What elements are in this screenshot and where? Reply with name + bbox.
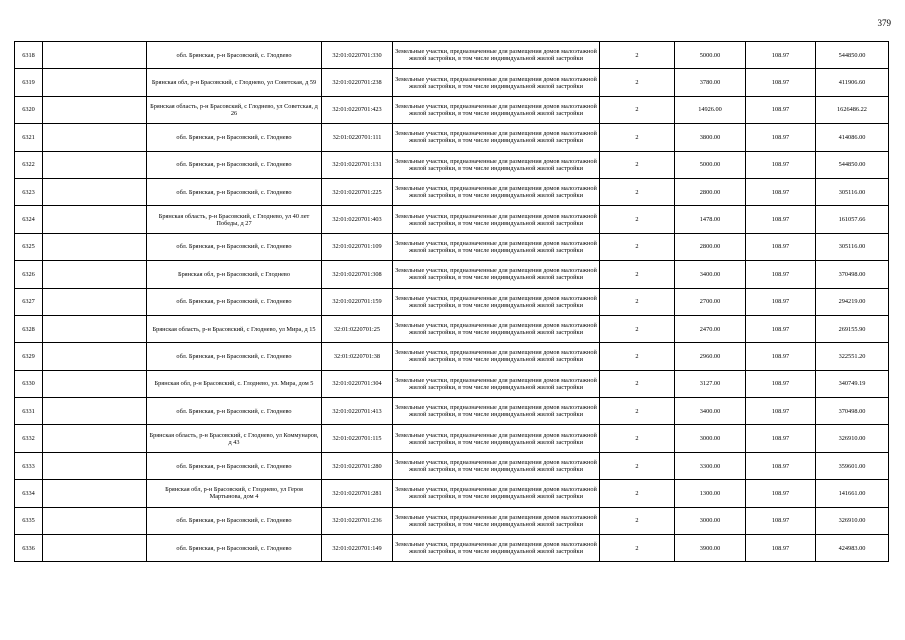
address-cell: обл. Брянская, р-н Брасовский, с. Глоднево: [147, 343, 322, 370]
cadastral-number-cell: 32:01:0220701:403: [322, 206, 393, 233]
land-use-cell: Земельные участки, предназначенные для размещения домов малоэтажной жилой застройки, в том числе индивидуальной жилой застройки: [393, 96, 600, 123]
cadastral-value-cell: 305116.00: [816, 178, 889, 205]
land-use-cell: Земельные участки, предназначенные для размещения домов малоэтажной жилой застройки, в том числе индивидуальной жилой застройки: [393, 206, 600, 233]
row-number-cell: 6333: [15, 452, 43, 479]
address-cell: Брянская область, р-н Брасовский, с Глоднево, ул Коммунаров, д 43: [147, 425, 322, 452]
specific-value-cell: 108.97: [746, 315, 816, 342]
land-use-cell: Земельные участки, предназначенные для размещения домов малоэтажной жилой застройки, в том числе индивидуальной жилой застройки: [393, 69, 600, 96]
land-use-cell: Земельные участки, предназначенные для размещения домов малоэтажной жилой застройки, в том числе индивидуальной жилой застройки: [393, 370, 600, 397]
table-row: [15, 69, 889, 96]
address-cell: обл. Брянская, р-н Брасовский, с. Глоднево: [147, 124, 322, 151]
row-number-cell: 6320: [15, 96, 43, 123]
specific-value-cell: 108.97: [746, 233, 816, 260]
cadastral-value-cell: 414086.00: [816, 124, 889, 151]
specific-value-cell: 108.97: [746, 452, 816, 479]
empty-cell: [43, 69, 147, 96]
area-cell: 1300.00: [675, 480, 746, 507]
category-code-cell: 2: [600, 233, 675, 260]
empty-cell: [43, 288, 147, 315]
area-cell: 3300.00: [675, 452, 746, 479]
empty-cell: [43, 42, 147, 69]
empty-cell: [43, 398, 147, 425]
area-cell: 3780.00: [675, 69, 746, 96]
cadastral-number-cell: 32:01:0220701:115: [322, 425, 393, 452]
table-row: [15, 507, 889, 534]
cadastral-number-cell: 32:01:0220701:131: [322, 151, 393, 178]
area-cell: 5000.00: [675, 151, 746, 178]
cadastral-value-cell: 141661.00: [816, 480, 889, 507]
table-row: [15, 206, 889, 233]
cadastral-value-cell: 305116.00: [816, 233, 889, 260]
table-row: [15, 398, 889, 425]
cadastral-value-cell: 294219.00: [816, 288, 889, 315]
cadastral-value-cell: 370498.00: [816, 261, 889, 288]
land-use-cell: Земельные участки, предназначенные для размещения домов малоэтажной жилой застройки, в том числе индивидуальной жилой застройки: [393, 233, 600, 260]
specific-value-cell: 108.97: [746, 343, 816, 370]
cadastral-value-cell: 544850.00: [816, 151, 889, 178]
category-code-cell: 2: [600, 507, 675, 534]
empty-cell: [43, 96, 147, 123]
cadastral-value-cell: 340749.19: [816, 370, 889, 397]
cadastral-number-cell: 32:01:0220701:111: [322, 124, 393, 151]
area-cell: 2800.00: [675, 178, 746, 205]
table-row: [15, 343, 889, 370]
table-row: [15, 288, 889, 315]
cadastral-number-cell: 32:01:0220701:304: [322, 370, 393, 397]
cadastral-number-cell: 32:01:0220701:423: [322, 96, 393, 123]
land-use-cell: Земельные участки, предназначенные для размещения домов малоэтажной жилой застройки, в том числе индивидуальной жилой застройки: [393, 178, 600, 205]
table-row: [15, 42, 889, 69]
row-number-cell: 6334: [15, 480, 43, 507]
empty-cell: [43, 507, 147, 534]
cadastral-number-cell: 32:01:0220701:38: [322, 343, 393, 370]
land-use-cell: Земельные участки, предназначенные для размещения домов малоэтажной жилой застройки, в том числе индивидуальной жилой застройки: [393, 535, 600, 562]
category-code-cell: 2: [600, 206, 675, 233]
category-code-cell: 2: [600, 96, 675, 123]
cadastral-number-cell: 32:01:0220701:280: [322, 452, 393, 479]
specific-value-cell: 108.97: [746, 124, 816, 151]
cadastral-number-cell: 32:01:0220701:281: [322, 480, 393, 507]
area-cell: 3400.00: [675, 261, 746, 288]
row-number-cell: 6324: [15, 206, 43, 233]
address-cell: Брянская область, р-н Брасовский, с Глоднево, ул Мира, д 15: [147, 315, 322, 342]
empty-cell: [43, 261, 147, 288]
cadastral-number-cell: 32:01:0220701:159: [322, 288, 393, 315]
category-code-cell: 2: [600, 398, 675, 425]
table-row: [15, 124, 889, 151]
address-cell: обл. Брянская, р-н Брасовский, с. Глоднево: [147, 452, 322, 479]
row-number-cell: 6322: [15, 151, 43, 178]
cadastral-number-cell: 32:01:0220701:308: [322, 261, 393, 288]
cadastral-value-cell: 326910.00: [816, 425, 889, 452]
category-code-cell: 2: [600, 151, 675, 178]
area-cell: 2470.00: [675, 315, 746, 342]
area-cell: 3900.00: [675, 535, 746, 562]
row-number-cell: 6335: [15, 507, 43, 534]
address-cell: обл. Брянская, р-н Брасовский, с. Глоднево: [147, 288, 322, 315]
empty-cell: [43, 151, 147, 178]
area-cell: 5000.00: [675, 42, 746, 69]
area-cell: 3400.00: [675, 398, 746, 425]
empty-cell: [43, 452, 147, 479]
cadastral-number-cell: 32:01:0220701:225: [322, 178, 393, 205]
row-number-cell: 6329: [15, 343, 43, 370]
cadastral-value-table: [14, 41, 889, 562]
table-row: [15, 151, 889, 178]
category-code-cell: 2: [600, 69, 675, 96]
cadastral-value-cell: 326910.00: [816, 507, 889, 534]
category-code-cell: 2: [600, 343, 675, 370]
table-row: [15, 315, 889, 342]
specific-value-cell: 108.97: [746, 425, 816, 452]
table-row: [15, 233, 889, 260]
address-cell: обл. Брянская, р-н Брасовский, с. Глоднево: [147, 507, 322, 534]
table-row: [15, 370, 889, 397]
empty-cell: [43, 343, 147, 370]
empty-cell: [43, 233, 147, 260]
address-cell: обл. Брянская, р-н Брасовский, с. Глоднево: [147, 178, 322, 205]
empty-cell: [43, 124, 147, 151]
table-row: [15, 261, 889, 288]
table-row: [15, 96, 889, 123]
specific-value-cell: 108.97: [746, 69, 816, 96]
cadastral-value-cell: 1626486.22: [816, 96, 889, 123]
empty-cell: [43, 315, 147, 342]
empty-cell: [43, 178, 147, 205]
address-cell: Брянская область, р-н Брасовский, с Глоднево, ул Советская, д 26: [147, 96, 322, 123]
category-code-cell: 2: [600, 42, 675, 69]
land-use-cell: Земельные участки, предназначенные для размещения домов малоэтажной жилой застройки, в том числе индивидуальной жилой застройки: [393, 315, 600, 342]
area-cell: 2800.00: [675, 233, 746, 260]
row-number-cell: 6330: [15, 370, 43, 397]
table-row: [15, 178, 889, 205]
specific-value-cell: 108.97: [746, 535, 816, 562]
row-number-cell: 6318: [15, 42, 43, 69]
area-cell: 3800.00: [675, 124, 746, 151]
empty-cell: [43, 535, 147, 562]
row-number-cell: 6321: [15, 124, 43, 151]
cadastral-value-cell: 359601.00: [816, 452, 889, 479]
address-cell: Брянская обл, р-н Брасовский, с. Глоднево, ул. Мира, дом 5: [147, 370, 322, 397]
row-number-cell: 6319: [15, 69, 43, 96]
address-cell: обл. Брянская, р-н Брасовский, с. Глоднево: [147, 398, 322, 425]
land-use-cell: Земельные участки, предназначенные для размещения домов малоэтажной жилой застройки, в том числе индивидуальной жилой застройки: [393, 398, 600, 425]
address-cell: обл. Брянская, р-н Брасовский, с. Глоднево: [147, 151, 322, 178]
category-code-cell: 2: [600, 124, 675, 151]
cadastral-number-cell: 32:01:0220701:109: [322, 233, 393, 260]
table-body: [15, 42, 889, 562]
specific-value-cell: 108.97: [746, 507, 816, 534]
area-cell: 3000.00: [675, 507, 746, 534]
specific-value-cell: 108.97: [746, 370, 816, 397]
empty-cell: [43, 206, 147, 233]
row-number-cell: 6332: [15, 425, 43, 452]
specific-value-cell: 108.97: [746, 206, 816, 233]
cadastral-number-cell: 32:01:0220701:413: [322, 398, 393, 425]
category-code-cell: 2: [600, 425, 675, 452]
empty-cell: [43, 480, 147, 507]
area-cell: 2700.00: [675, 288, 746, 315]
area-cell: 2960.00: [675, 343, 746, 370]
category-code-cell: 2: [600, 452, 675, 479]
land-use-cell: Земельные участки, предназначенные для размещения домов малоэтажной жилой застройки, в том числе индивидуальной жилой застройки: [393, 151, 600, 178]
land-use-cell: Земельные участки, предназначенные для размещения домов малоэтажной жилой застройки, в том числе индивидуальной жилой застройки: [393, 425, 600, 452]
category-code-cell: 2: [600, 535, 675, 562]
table-row: [15, 480, 889, 507]
row-number-cell: 6326: [15, 261, 43, 288]
specific-value-cell: 108.97: [746, 398, 816, 425]
land-use-cell: Земельные участки, предназначенные для размещения домов малоэтажной жилой застройки, в том числе индивидуальной жилой застройки: [393, 42, 600, 69]
category-code-cell: 2: [600, 288, 675, 315]
page-number: 379: [877, 18, 891, 28]
category-code-cell: 2: [600, 261, 675, 288]
address-cell: обл. Брянская, р-н Брасовский, с. Глодnево: [147, 42, 322, 69]
cadastral-value-cell: 411906.60: [816, 69, 889, 96]
land-use-cell: Земельные участки, предназначенные для размещения домов малоэтажной жилой застройки, в том числе индивидуальной жилой застройки: [393, 507, 600, 534]
row-number-cell: 6328: [15, 315, 43, 342]
empty-cell: [43, 425, 147, 452]
category-code-cell: 2: [600, 178, 675, 205]
specific-value-cell: 108.97: [746, 288, 816, 315]
address-cell: обл. Брянская, р-н Брасовский, с. Глоднево: [147, 233, 322, 260]
land-use-cell: Земельные участки, предназначенные для размещения домов малоэтажной жилой застройки, в том числе индивидуальной жилой застройки: [393, 343, 600, 370]
row-number-cell: 6331: [15, 398, 43, 425]
cadastral-number-cell: 32:01:0220701:330: [322, 42, 393, 69]
category-code-cell: 2: [600, 370, 675, 397]
address-cell: Брянская область, р-н Брасовский, с Глоднево, ул 40 лет Победы, д 27: [147, 206, 322, 233]
cadastral-value-cell: 424983.00: [816, 535, 889, 562]
address-cell: обл. Брянская, р-н Брасовский, с. Глоднево: [147, 535, 322, 562]
specific-value-cell: 108.97: [746, 151, 816, 178]
land-use-cell: Земельные участки, предназначенные для размещения домов малоэтажной жилой застройки, в том числе индивидуальной жилой застройки: [393, 452, 600, 479]
cadastral-value-cell: 161057.66: [816, 206, 889, 233]
land-use-cell: Земельные участки, предназначенные для размещения домов малоэтажной жилой застройки, в том числе индивидуальной жилой застройки: [393, 288, 600, 315]
category-code-cell: 2: [600, 315, 675, 342]
empty-cell: [43, 370, 147, 397]
row-number-cell: 6323: [15, 178, 43, 205]
cadastral-value-cell: 269155.90: [816, 315, 889, 342]
category-code-cell: 2: [600, 480, 675, 507]
row-number-cell: 6336: [15, 535, 43, 562]
table-row: [15, 535, 889, 562]
land-use-cell: Земельные участки, предназначенные для размещения домов малоэтажной жилой застройки, в том числе индивидуальной жилой застройки: [393, 261, 600, 288]
address-cell: Брянская обл, р-н Брасовский, с Глодневo, ул Советская, д 59: [147, 69, 322, 96]
area-cell: 14926.00: [675, 96, 746, 123]
specific-value-cell: 108.97: [746, 178, 816, 205]
cadastral-number-cell: 32:01:0220701:149: [322, 535, 393, 562]
row-number-cell: 6325: [15, 233, 43, 260]
cadastral-value-cell: 544850.00: [816, 42, 889, 69]
land-use-cell: Земельные участки, предназначенные для размещения домов малоэтажной жилой застройки, в том числе индивидуальной жилой застройки: [393, 124, 600, 151]
row-number-cell: 6327: [15, 288, 43, 315]
address-cell: Брянская обл, р-н Брасовский, с Глоднево: [147, 261, 322, 288]
area-cell: 1478.00: [675, 206, 746, 233]
table-row: [15, 425, 889, 452]
address-cell: Брянская обл, р-н Брасовский, с Глоднево, ул Героя Мартынова, дом 4: [147, 480, 322, 507]
cadastral-number-cell: 32:01:0220701:238: [322, 69, 393, 96]
area-cell: 3000.00: [675, 425, 746, 452]
specific-value-cell: 108.97: [746, 42, 816, 69]
cadastral-value-cell: 322551.20: [816, 343, 889, 370]
specific-value-cell: 108.97: [746, 480, 816, 507]
land-use-cell: Земельные участки, предназначенные для размещения домов малоэтажной жилой застройки, в том числе индивидуальной жилой застройки: [393, 480, 600, 507]
specific-value-cell: 108.97: [746, 261, 816, 288]
cadastral-value-cell: 370498.00: [816, 398, 889, 425]
cadastral-number-cell: 32:01:0220701:25: [322, 315, 393, 342]
area-cell: 3127.00: [675, 370, 746, 397]
specific-value-cell: 108.97: [746, 96, 816, 123]
table-row: [15, 452, 889, 479]
cadastral-number-cell: 32:01:0220701:236: [322, 507, 393, 534]
